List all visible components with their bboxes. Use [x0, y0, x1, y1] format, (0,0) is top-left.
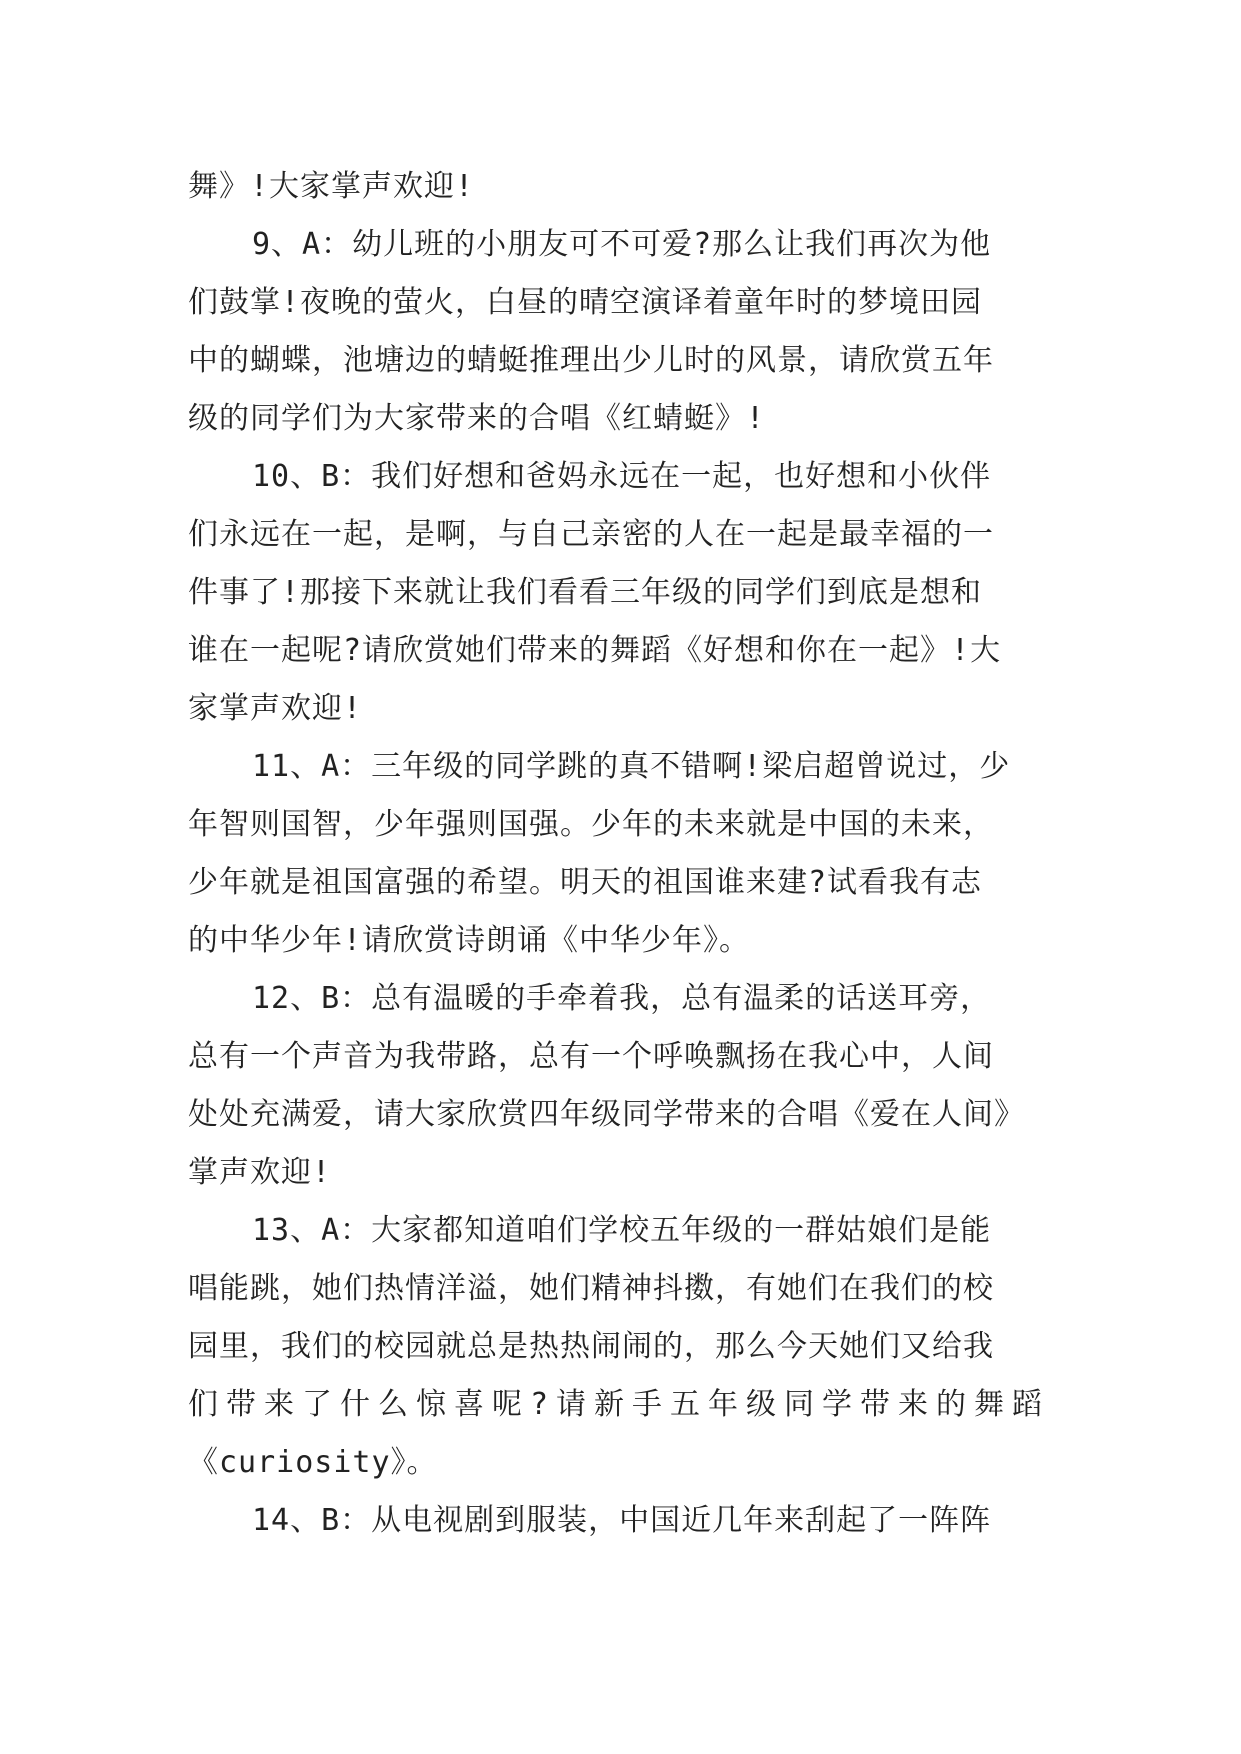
text-line: 掌声欢迎!	[188, 1155, 332, 1190]
text-line: 唱能跳，她们热情洋溢，她们精神抖擞，有她们在我们的校	[188, 1271, 994, 1306]
paragraph-12-line: 12、B：总有温暖的手牵着我，总有温柔的话送耳旁，	[252, 981, 992, 1016]
paragraph-11-line: 11、A：三年级的同学跳的真不错啊!梁启超曾说过，少	[252, 749, 1011, 784]
text-line: 们带来了什么惊喜呢?请新手五年级同学带来的舞蹈	[188, 1387, 1051, 1422]
text-line: 件事了!那接下来就让我们看看三年级的同学们到底是想和	[188, 575, 983, 610]
paragraph-9-line: 9、A：幼儿班的小朋友可不可爱?那么让我们再次为他	[252, 227, 992, 262]
text-line: 中的蝴蝶，池塘边的蜻蜓推理出少儿时的风景，请欣赏五年	[188, 343, 994, 378]
paragraph-10-line: 10、B：我们好想和爸妈永远在一起，也好想和小伙伴	[252, 459, 992, 494]
text-line: 们鼓掌!夜晚的萤火，白昼的晴空演译着童年时的梦境田园	[188, 285, 983, 320]
text-line: 舞》!大家掌声欢迎!	[188, 169, 475, 204]
text-line: 园里，我们的校园就总是热热闹闹的，那么今天她们又给我	[188, 1329, 994, 1364]
text-line: 总有一个声音为我带路，总有一个呼唤飘扬在我心中，人间	[188, 1039, 994, 1074]
text-line: 年智则国智，少年强则国强。少年的未来就是中国的未来，	[188, 807, 994, 842]
paragraph-14-line: 14、B：从电视剧到服装，中国近几年来刮起了一阵阵	[252, 1503, 992, 1538]
text-line: 的中华少年!请欣赏诗朗诵《中华少年》。	[188, 923, 751, 958]
text-line: 处处充满爱，请大家欣赏四年级同学带来的合唱《爱在人间》	[188, 1097, 1025, 1132]
text-line: 家掌声欢迎!	[188, 691, 363, 726]
text-line: 少年就是祖国富强的希望。明天的祖国谁来建?试看我有志	[188, 865, 983, 900]
paragraph-13-line: 13、A：大家都知道咱们学校五年级的一群姑娘们是能	[252, 1213, 992, 1248]
document-body	[188, 158, 1058, 1550]
text-line: 《curiosity》。	[188, 1445, 438, 1480]
text-line: 们永远在一起，是啊，与自己亲密的人在一起是最幸福的一	[188, 517, 994, 552]
text-line: 级的同学们为大家带来的合唱《红蜻蜓》!	[188, 401, 766, 436]
text-line: 谁在一起呢?请欣赏她们带来的舞蹈《好想和你在一起》!大	[188, 633, 1002, 668]
